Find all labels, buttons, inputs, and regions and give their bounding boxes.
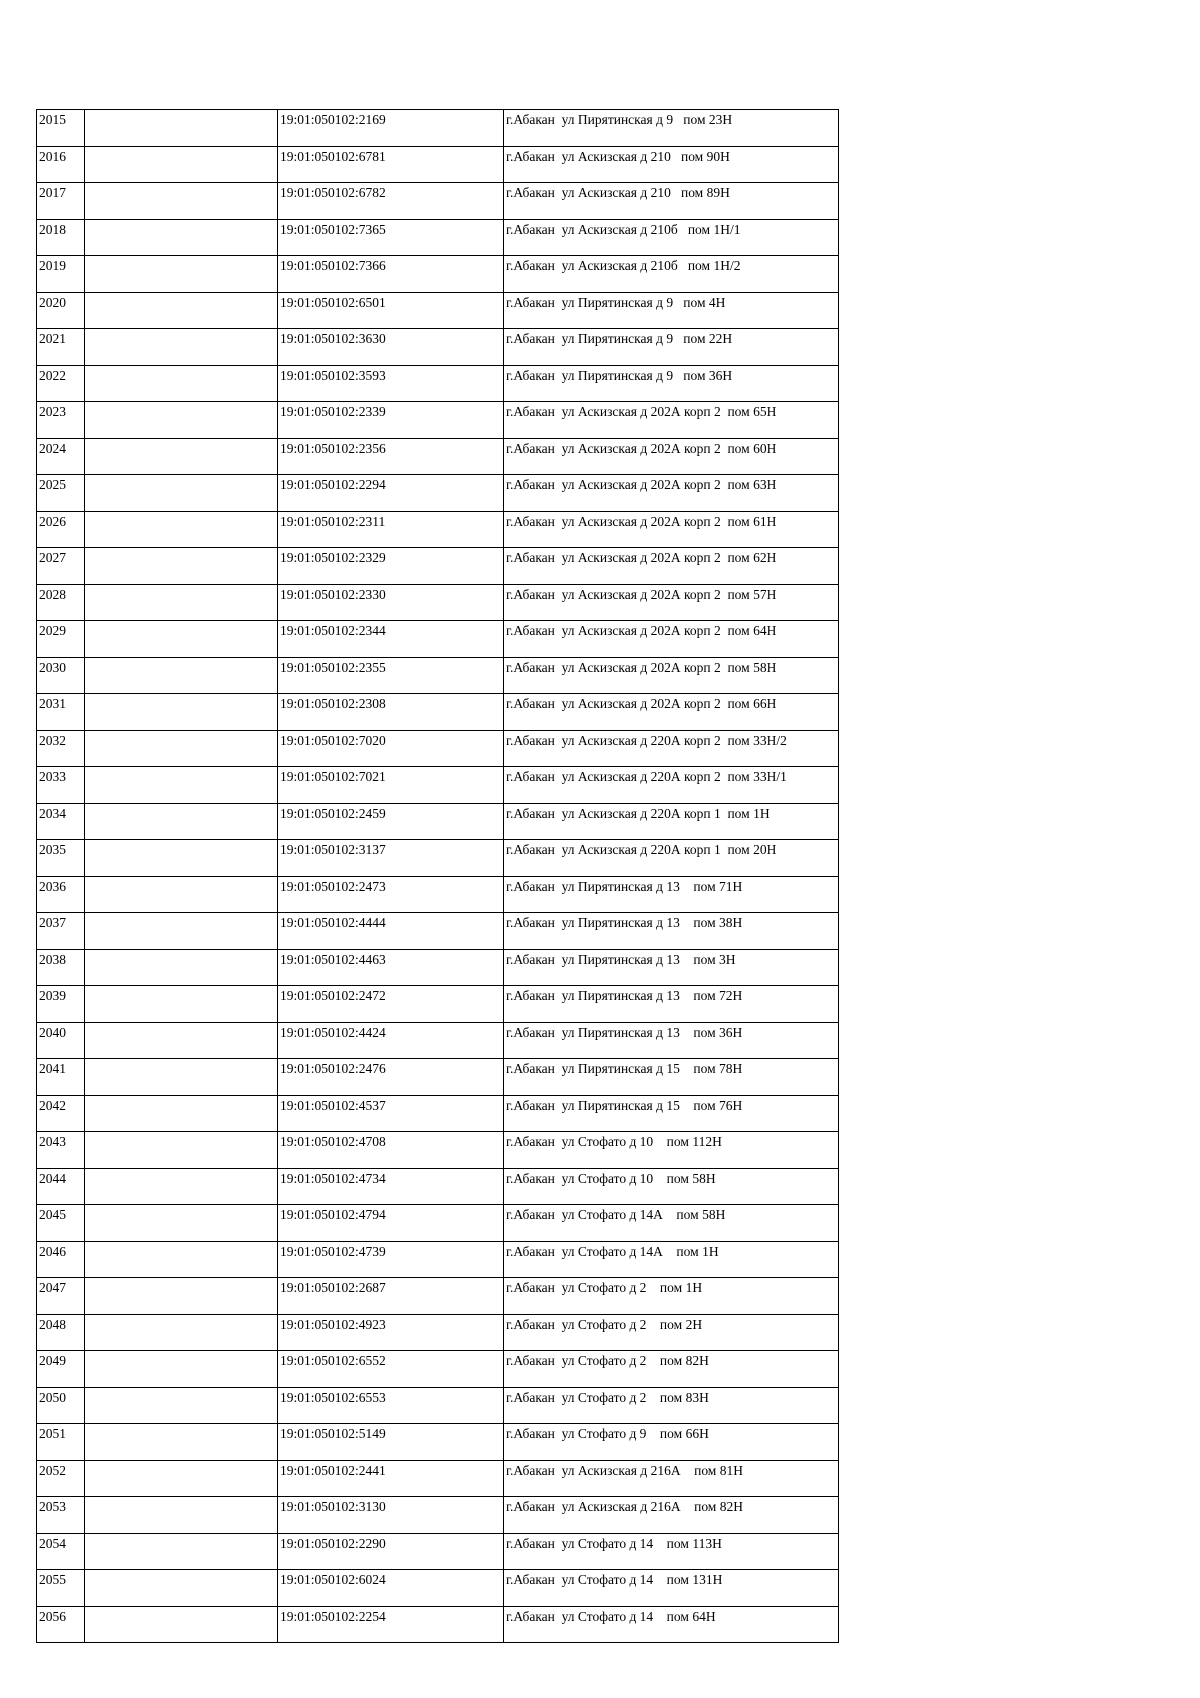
empty-note-cell: [85, 1132, 278, 1169]
row-number-cell: 2048: [37, 1314, 85, 1351]
address-cell: г.Абакан ул Аскизская д 202А корп 2 пом 65Н: [504, 402, 839, 439]
row-number-cell: 2034: [37, 803, 85, 840]
cadastral-number-cell: 19:01:050102:4424: [278, 1022, 504, 1059]
address-cell: г.Абакан ул Пирятинская д 13 пом 3Н: [504, 949, 839, 986]
table-body: [37, 110, 839, 1643]
address-cell: г.Абакан ул Аскизская д 220А корп 1 пом 20Н: [504, 840, 839, 877]
cadastral-number-cell: 19:01:050102:2472: [278, 986, 504, 1023]
address-cell: г.Абакан ул Аскизская д 202А корп 2 пом 58Н: [504, 657, 839, 694]
empty-note-cell: [85, 876, 278, 913]
table-row: [37, 840, 839, 877]
empty-note-cell: [85, 256, 278, 293]
cadastral-number-cell: 19:01:050102:2294: [278, 475, 504, 512]
address-cell: г.Абакан ул Аскизская д 216А пом 82Н: [504, 1497, 839, 1534]
table-row: [37, 1278, 839, 1315]
cadastral-number-cell: 19:01:050102:2339: [278, 402, 504, 439]
empty-note-cell: [85, 1351, 278, 1388]
address-cell: г.Абакан ул Стофато д 14А пом 1Н: [504, 1241, 839, 1278]
empty-note-cell: [85, 1278, 278, 1315]
empty-note-cell: [85, 1314, 278, 1351]
empty-note-cell: [85, 694, 278, 731]
row-number-cell: 2051: [37, 1424, 85, 1461]
address-cell: г.Абакан ул Стофато д 2 пом 83Н: [504, 1387, 839, 1424]
row-number-cell: 2049: [37, 1351, 85, 1388]
row-number-cell: 2038: [37, 949, 85, 986]
empty-note-cell: [85, 329, 278, 366]
empty-note-cell: [85, 1059, 278, 1096]
address-cell: г.Абакан ул Стофато д 10 пом 112Н: [504, 1132, 839, 1169]
address-cell: г.Абакан ул Пирятинская д 9 пом 4Н: [504, 292, 839, 329]
table-row: [37, 1606, 839, 1643]
empty-note-cell: [85, 803, 278, 840]
row-number-cell: 2050: [37, 1387, 85, 1424]
address-cell: г.Абакан ул Аскизская д 202А корп 2 пом 64Н: [504, 621, 839, 658]
row-number-cell: 2020: [37, 292, 85, 329]
cadastral-number-cell: 19:01:050102:2355: [278, 657, 504, 694]
row-number-cell: 2027: [37, 548, 85, 585]
table-row: [37, 584, 839, 621]
table-row: [37, 365, 839, 402]
empty-note-cell: [85, 1606, 278, 1643]
address-cell: г.Абакан ул Аскизская д 220А корп 1 пом 1Н: [504, 803, 839, 840]
address-cell: г.Абакан ул Стофато д 9 пом 66Н: [504, 1424, 839, 1461]
address-cell: г.Абакан ул Аскизская д 202А корп 2 пом 62Н: [504, 548, 839, 585]
address-cell: г.Абакан ул Пирятинская д 9 пом 36Н: [504, 365, 839, 402]
row-number-cell: 2026: [37, 511, 85, 548]
row-number-cell: 2018: [37, 219, 85, 256]
cadastral-number-cell: 19:01:050102:3130: [278, 1497, 504, 1534]
row-number-cell: 2021: [37, 329, 85, 366]
empty-note-cell: [85, 584, 278, 621]
row-number-cell: 2036: [37, 876, 85, 913]
table-row: [37, 1241, 839, 1278]
cadastral-number-cell: 19:01:050102:2344: [278, 621, 504, 658]
row-number-cell: 2033: [37, 767, 85, 804]
row-number-cell: 2052: [37, 1460, 85, 1497]
address-cell: г.Абакан ул Стофато д 14 пом 131Н: [504, 1570, 839, 1607]
row-number-cell: 2056: [37, 1606, 85, 1643]
cadastral-number-cell: 19:01:050102:6782: [278, 183, 504, 220]
table-row: [37, 986, 839, 1023]
address-cell: г.Абакан ул Стофато д 2 пом 2Н: [504, 1314, 839, 1351]
empty-note-cell: [85, 511, 278, 548]
table-row: [37, 1351, 839, 1388]
empty-note-cell: [85, 183, 278, 220]
empty-note-cell: [85, 1497, 278, 1534]
table-row: [37, 1132, 839, 1169]
table-row: [37, 621, 839, 658]
row-number-cell: 2043: [37, 1132, 85, 1169]
row-number-cell: 2037: [37, 913, 85, 950]
table-row: [37, 511, 839, 548]
table-row: [37, 548, 839, 585]
table-row: [37, 1205, 839, 1242]
table-row: [37, 694, 839, 731]
empty-note-cell: [85, 365, 278, 402]
address-cell: г.Абакан ул Аскизская д 202А корп 2 пом 66Н: [504, 694, 839, 731]
empty-note-cell: [85, 1533, 278, 1570]
cadastral-number-cell: 19:01:050102:6553: [278, 1387, 504, 1424]
address-cell: г.Абакан ул Аскизская д 220А корп 2 пом 33Н/2: [504, 730, 839, 767]
row-number-cell: 2053: [37, 1497, 85, 1534]
empty-note-cell: [85, 1387, 278, 1424]
table-row: [37, 329, 839, 366]
empty-note-cell: [85, 986, 278, 1023]
empty-note-cell: [85, 730, 278, 767]
cadastral-number-cell: 19:01:050102:6024: [278, 1570, 504, 1607]
address-cell: г.Абакан ул Стофато д 14А пом 58Н: [504, 1205, 839, 1242]
cadastral-number-cell: 19:01:050102:2308: [278, 694, 504, 731]
address-cell: г.Абакан ул Аскизская д 210 пом 90Н: [504, 146, 839, 183]
table-row: [37, 1168, 839, 1205]
row-number-cell: 2046: [37, 1241, 85, 1278]
table-row: [37, 1460, 839, 1497]
cadastral-number-cell: 19:01:050102:7021: [278, 767, 504, 804]
table-row: [37, 1095, 839, 1132]
cadastral-number-cell: 19:01:050102:7366: [278, 256, 504, 293]
address-cell: г.Абакан ул Пирятинская д 13 пом 71Н: [504, 876, 839, 913]
cadastral-number-cell: 19:01:050102:6781: [278, 146, 504, 183]
row-number-cell: 2035: [37, 840, 85, 877]
cadastral-number-cell: 19:01:050102:2687: [278, 1278, 504, 1315]
address-cell: г.Абакан ул Стофато д 2 пом 1Н: [504, 1278, 839, 1315]
empty-note-cell: [85, 548, 278, 585]
cadastral-number-cell: 19:01:050102:2330: [278, 584, 504, 621]
cadastral-number-cell: 19:01:050102:4708: [278, 1132, 504, 1169]
address-cell: г.Абакан ул Пирятинская д 13 пом 38Н: [504, 913, 839, 950]
empty-note-cell: [85, 219, 278, 256]
row-number-cell: 2054: [37, 1533, 85, 1570]
empty-note-cell: [85, 1241, 278, 1278]
table-row: [37, 767, 839, 804]
empty-note-cell: [85, 292, 278, 329]
row-number-cell: 2019: [37, 256, 85, 293]
cadastral-number-cell: 19:01:050102:3137: [278, 840, 504, 877]
address-cell: г.Абакан ул Аскизская д 210 пом 89Н: [504, 183, 839, 220]
table-row: [37, 438, 839, 475]
empty-note-cell: [85, 840, 278, 877]
property-register-table: [36, 109, 839, 1643]
table-row: [37, 949, 839, 986]
cadastral-number-cell: 19:01:050102:4734: [278, 1168, 504, 1205]
row-number-cell: 2029: [37, 621, 85, 658]
empty-note-cell: [85, 1205, 278, 1242]
table-row: [37, 110, 839, 147]
empty-note-cell: [85, 1460, 278, 1497]
row-number-cell: 2022: [37, 365, 85, 402]
empty-note-cell: [85, 1424, 278, 1461]
empty-note-cell: [85, 475, 278, 512]
address-cell: г.Абакан ул Стофато д 10 пом 58Н: [504, 1168, 839, 1205]
table-row: [37, 1022, 839, 1059]
empty-note-cell: [85, 949, 278, 986]
empty-note-cell: [85, 438, 278, 475]
empty-note-cell: [85, 146, 278, 183]
row-number-cell: 2055: [37, 1570, 85, 1607]
cadastral-number-cell: 19:01:050102:2441: [278, 1460, 504, 1497]
address-cell: г.Абакан ул Аскизская д 202А корп 2 пом 61Н: [504, 511, 839, 548]
address-cell: г.Абакан ул Пирятинская д 9 пом 23Н: [504, 110, 839, 147]
row-number-cell: 2047: [37, 1278, 85, 1315]
cadastral-number-cell: 19:01:050102:2311: [278, 511, 504, 548]
cadastral-number-cell: 19:01:050102:5149: [278, 1424, 504, 1461]
cadastral-number-cell: 19:01:050102:4463: [278, 949, 504, 986]
empty-note-cell: [85, 402, 278, 439]
cadastral-number-cell: 19:01:050102:6552: [278, 1351, 504, 1388]
row-number-cell: 2045: [37, 1205, 85, 1242]
address-cell: г.Абакан ул Аскизская д 216А пом 81Н: [504, 1460, 839, 1497]
address-cell: г.Абакан ул Пирятинская д 13 пом 72Н: [504, 986, 839, 1023]
address-cell: г.Абакан ул Пирятинская д 15 пом 76Н: [504, 1095, 839, 1132]
cadastral-number-cell: 19:01:050102:2169: [278, 110, 504, 147]
table-row: [37, 657, 839, 694]
table-row: [37, 402, 839, 439]
cadastral-number-cell: 19:01:050102:2473: [278, 876, 504, 913]
cadastral-number-cell: 19:01:050102:4923: [278, 1314, 504, 1351]
table-row: [37, 146, 839, 183]
table-row: [37, 1424, 839, 1461]
row-number-cell: 2039: [37, 986, 85, 1023]
row-number-cell: 2044: [37, 1168, 85, 1205]
cadastral-number-cell: 19:01:050102:3593: [278, 365, 504, 402]
address-cell: г.Абакан ул Аскизская д 202А корп 2 пом 63Н: [504, 475, 839, 512]
address-cell: г.Абакан ул Стофато д 14 пом 64Н: [504, 1606, 839, 1643]
row-number-cell: 2017: [37, 183, 85, 220]
cadastral-number-cell: 19:01:050102:7020: [278, 730, 504, 767]
table-row: [37, 876, 839, 913]
table-row: [37, 256, 839, 293]
empty-note-cell: [85, 913, 278, 950]
cadastral-number-cell: 19:01:050102:2476: [278, 1059, 504, 1096]
cadastral-number-cell: 19:01:050102:4444: [278, 913, 504, 950]
table-row: [37, 183, 839, 220]
empty-note-cell: [85, 657, 278, 694]
address-cell: г.Абакан ул Аскизская д 210б пом 1Н/1: [504, 219, 839, 256]
table-row: [37, 292, 839, 329]
empty-note-cell: [85, 1022, 278, 1059]
cadastral-number-cell: 19:01:050102:4537: [278, 1095, 504, 1132]
empty-note-cell: [85, 767, 278, 804]
cadastral-number-cell: 19:01:050102:6501: [278, 292, 504, 329]
cadastral-number-cell: 19:01:050102:2356: [278, 438, 504, 475]
cadastral-number-cell: 19:01:050102:4739: [278, 1241, 504, 1278]
row-number-cell: 2032: [37, 730, 85, 767]
empty-note-cell: [85, 621, 278, 658]
empty-note-cell: [85, 1095, 278, 1132]
address-cell: г.Абакан ул Пирятинская д 15 пом 78Н: [504, 1059, 839, 1096]
table-row: [37, 803, 839, 840]
row-number-cell: 2030: [37, 657, 85, 694]
address-cell: г.Абакан ул Стофато д 2 пом 82Н: [504, 1351, 839, 1388]
cadastral-number-cell: 19:01:050102:2329: [278, 548, 504, 585]
table-row: [37, 1314, 839, 1351]
address-cell: г.Абакан ул Пирятинская д 9 пом 22Н: [504, 329, 839, 366]
empty-note-cell: [85, 110, 278, 147]
table-row: [37, 1059, 839, 1096]
address-cell: г.Абакан ул Стофато д 14 пом 113Н: [504, 1533, 839, 1570]
cadastral-number-cell: 19:01:050102:2459: [278, 803, 504, 840]
table-row: [37, 1497, 839, 1534]
empty-note-cell: [85, 1168, 278, 1205]
cadastral-number-cell: 19:01:050102:2290: [278, 1533, 504, 1570]
cadastral-number-cell: 19:01:050102:2254: [278, 1606, 504, 1643]
empty-note-cell: [85, 1570, 278, 1607]
row-number-cell: 2016: [37, 146, 85, 183]
row-number-cell: 2024: [37, 438, 85, 475]
cadastral-number-cell: 19:01:050102:7365: [278, 219, 504, 256]
address-cell: г.Абакан ул Аскизская д 210б пом 1Н/2: [504, 256, 839, 293]
row-number-cell: 2042: [37, 1095, 85, 1132]
table-row: [37, 475, 839, 512]
table-row: [37, 219, 839, 256]
cadastral-number-cell: 19:01:050102:4794: [278, 1205, 504, 1242]
table-row: [37, 1387, 839, 1424]
address-cell: г.Абакан ул Аскизская д 202А корп 2 пом 60Н: [504, 438, 839, 475]
row-number-cell: 2015: [37, 110, 85, 147]
cadastral-number-cell: 19:01:050102:3630: [278, 329, 504, 366]
address-cell: г.Абакан ул Аскизская д 220А корп 2 пом 33Н/1: [504, 767, 839, 804]
row-number-cell: 2031: [37, 694, 85, 731]
address-cell: г.Абакан ул Пирятинская д 13 пом 36Н: [504, 1022, 839, 1059]
row-number-cell: 2023: [37, 402, 85, 439]
table-row: [37, 913, 839, 950]
row-number-cell: 2041: [37, 1059, 85, 1096]
table-row: [37, 730, 839, 767]
row-number-cell: 2040: [37, 1022, 85, 1059]
table-row: [37, 1570, 839, 1607]
table-row: [37, 1533, 839, 1570]
row-number-cell: 2028: [37, 584, 85, 621]
row-number-cell: 2025: [37, 475, 85, 512]
address-cell: г.Абакан ул Аскизская д 202А корп 2 пом 57Н: [504, 584, 839, 621]
